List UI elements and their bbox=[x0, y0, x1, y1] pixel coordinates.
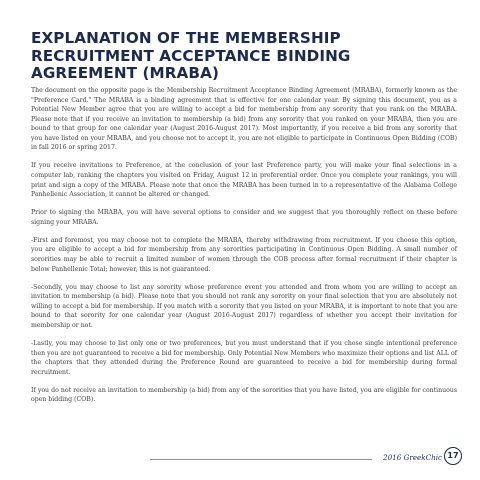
paragraph-option-second: -Secondly, you may choose to list any sorority whose preference event you attended and from whom you are willing to accept an invitation to membership (a bid). Please note that you should not rank any sorority on your final selection that you are absolutely not willing to accept a bid for membership. If you match with a sorority that you listed on your MRABA, it is important to note that you are bound to that sorority for one calendar year (August 2016-August 2017) regardless of whether you accept their invitation for membership or not. bbox=[31, 283, 457, 329]
page-number-badge: 17 bbox=[444, 447, 462, 465]
paragraph-options-intro: Prior to signing the MRABA, you will have several options to consider and we suggest that you thoroughly reflect on these before signing your MRABA. bbox=[31, 209, 457, 226]
paragraph-cob: If you do not receive an invitation to membership (a bid) from any of the sororities that you have listed, you are eligible for continuous open bidding (COB). bbox=[31, 386, 457, 404]
paragraph-intro: The document on the opposite page is the Membership Recruitment Acceptance Binding Agreement (MRABA), formerly known as the "Preference Card." The MRABA is a binding agreement that is effective for one calendar year. By signing this document, you as a Potential New Member agree that you are willing to accept a bid for membership from any sorority that you rank on the MRABA. Please note that if you receive an invitation to membership (a bid) from any sorority that you ranked on your MRABA, then you are bound to that group for one calendar year (August 2016-August 2017). Most importantly, if you receive a bid from any sorority that you have listed on your MRABA, and you choose not to accept it, you are not eligible to participate in Continuous Open Bidding (COB) in fall 2016 or spring 2017. bbox=[31, 87, 457, 152]
paragraph-option-last: -Lastly, you may choose to list only one or two preferences, but you must understand that if you chose single intentional preference then you are not guaranteed to receive a bid for membership. Only Potential New Members who maximize their options and list ALL of the chapters that they attended during the Preference Round are guaranteed to receive a bid for membership during formal recruitment. bbox=[31, 340, 457, 376]
paragraph-preference: If you receive invitations to Preference, at the conclusion of your last Preference party, you will make your final selections in a computer lab, ranking the chapters you visited on Friday, August 12 in preferential order. Once you complete your rankings, you will print and sign a copy of the MRABA. Please note that once the MRABA has been turned in to a representative of the Alabama College Panhellenic Association, it cannot be altered or changed. bbox=[31, 162, 457, 199]
page-title: EXPLANATION OF THE MEMBERSHIP RECRUITMENT ACCEPTANCE BINDING AGREEMENT (MRABA) bbox=[31, 29, 351, 82]
footer-divider bbox=[150, 459, 372, 460]
body-text bbox=[31, 86, 457, 413]
paragraph-option-first: -First and foremost, you may choose not to complete the MRABA, thereby withdrawing from recruitment. If you choose this option, you are eligible to accept a bid for membership from any sororities participating in Continuous Open Bidding. A small number of sororities may be able to recruit a limited number of women through the COB process after formal recruitment if their chapter is below Panhellenic Total; however, this is not guaranteed. bbox=[31, 236, 457, 273]
footer-brand: 2016 GreekChic bbox=[383, 453, 443, 462]
